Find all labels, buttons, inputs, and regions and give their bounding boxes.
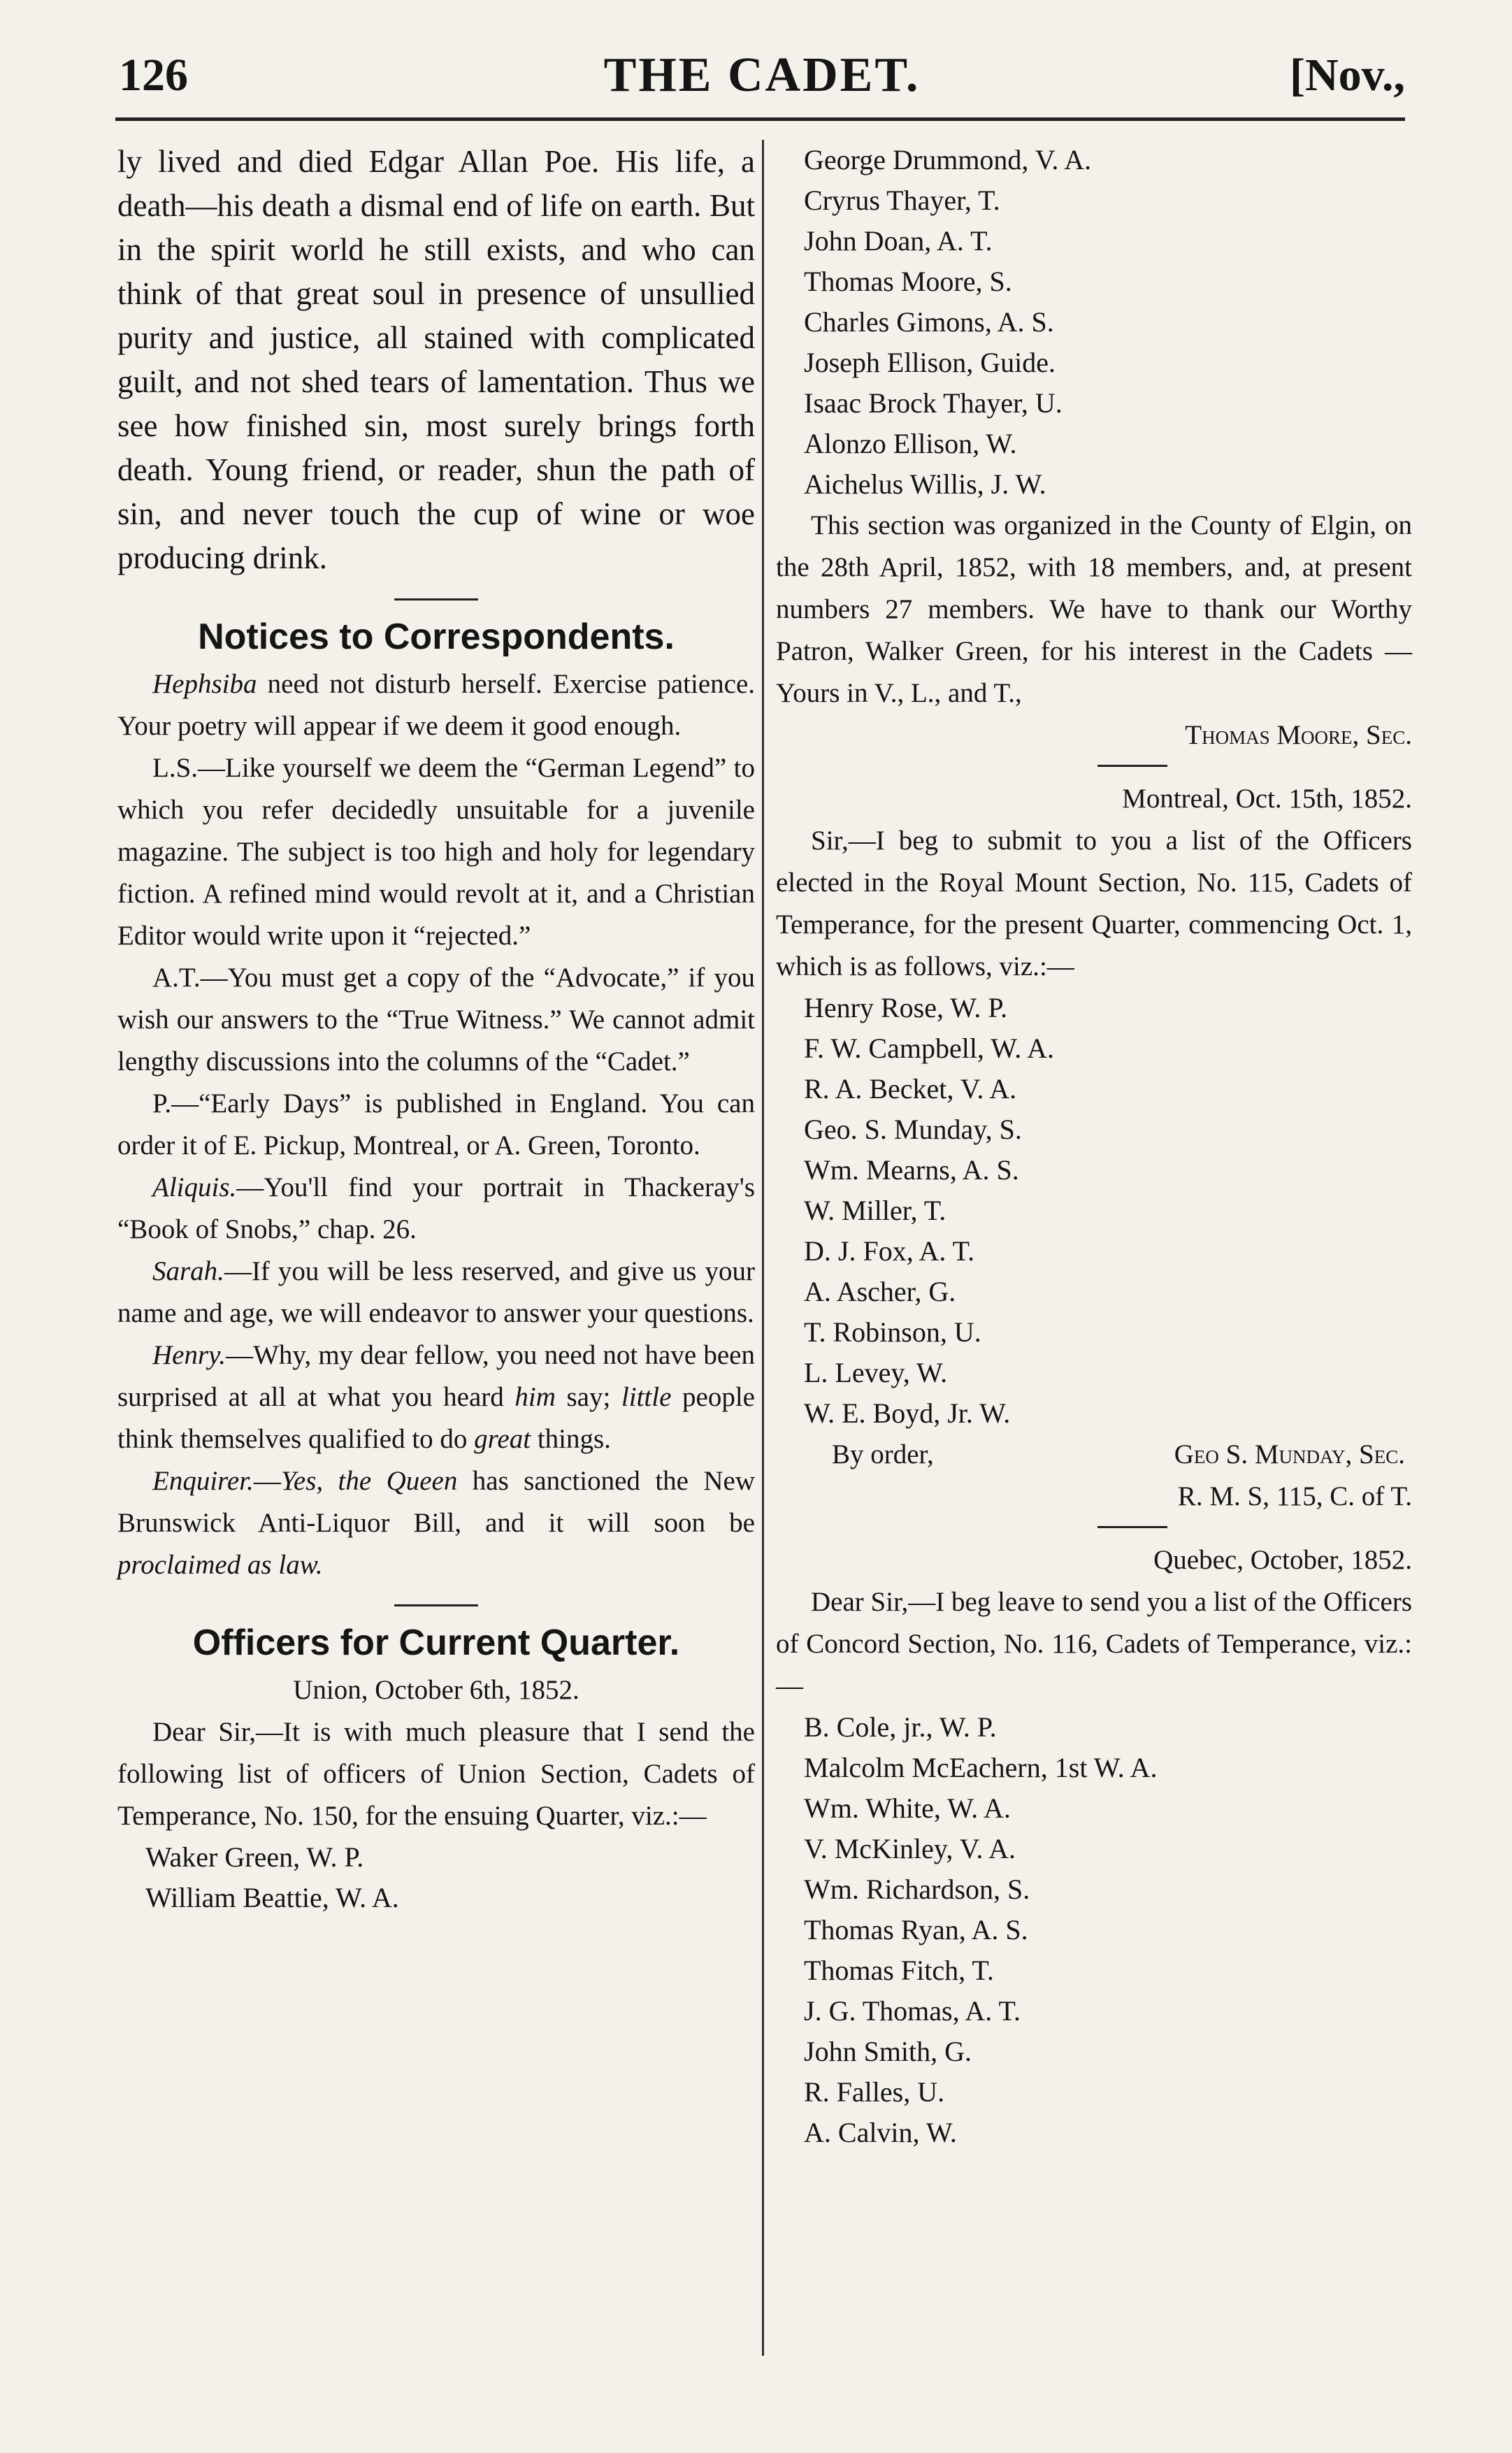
list-item: John Doan, A. T. xyxy=(804,225,993,257)
list-item: R. Falles, U. xyxy=(804,2076,945,2108)
list-item: B. Cole, jr., W. P. xyxy=(804,1711,997,1743)
quebec-dateline: Quebec, October, 1852. xyxy=(1153,1545,1412,1575)
notice-name: Enquirer. xyxy=(152,1466,254,1496)
section-divider xyxy=(394,1604,478,1606)
section-divider xyxy=(1097,1526,1167,1528)
notice-text: need not disturb herself. Exercise patience. Your poetry will appear if we deem it good enough. xyxy=(117,669,755,741)
notice-text: —You must get a copy of the “Advocate,” if you wish our answers to the “True Witness.” We cannot admit lengthy discussions into the columns of the “Cadet.” xyxy=(117,963,755,1077)
page-number: 126 xyxy=(119,50,188,101)
page-header xyxy=(119,42,1405,105)
notice-item xyxy=(117,747,755,957)
list-item: W. E. Boyd, Jr. W. xyxy=(804,1397,1011,1429)
notice-item xyxy=(117,663,755,747)
union-signature: Thomas Moore, Sec. xyxy=(1185,720,1412,750)
notice-name: L.S. xyxy=(152,753,199,783)
montreal-signature-section: R. M. S, 115, C. of T. xyxy=(1177,1481,1412,1511)
union-note: This section was organized in the County of Elgin, on the 28th April, 1852, with 18 members, and, at present numbers 27 members. We have to thank our Worthy Patron, Walker Green, for his interest in the Cadets — Yours in V., L., and T., xyxy=(776,510,1412,708)
list-item: Wm. White, W. A. xyxy=(804,1792,1011,1824)
list-item: Thomas Ryan, A. S. xyxy=(804,1914,1028,1945)
list-item: Thomas Moore, S. xyxy=(804,266,1012,297)
column-divider xyxy=(762,140,764,2356)
list-item: Joseph Ellison, Guide. xyxy=(804,347,1056,378)
union-intro: Dear Sir,—It is with much pleasure that I send the following list of officers of Union Section, Cadets of Temperance, No. 150, for the ensuing Quarter, viz.:— xyxy=(117,1717,755,1831)
list-item: Isaac Brock Thayer, U. xyxy=(804,387,1063,419)
montreal-officer-list xyxy=(776,988,1412,1434)
list-item: Malcolm McEachern, 1st W. A. xyxy=(804,1752,1158,1783)
notice-name: Aliquis. xyxy=(152,1172,237,1202)
list-item: George Drummond, V. A. xyxy=(804,144,1092,175)
list-item: Thomas Fitch, T. xyxy=(804,1955,994,1986)
list-item: Henry Rose, W. P. xyxy=(804,992,1008,1023)
union-dateline: Union, October 6th, 1852. xyxy=(293,1675,579,1705)
list-item: D. J. Fox, A. T. xyxy=(804,1235,975,1267)
list-item: R. A. Becket, V. A. xyxy=(804,1073,1017,1105)
notice-name: P. xyxy=(152,1088,172,1118)
notice-name: Henry. xyxy=(152,1340,226,1370)
right-column xyxy=(776,140,1412,2153)
montreal-signature: Geo S. Munday, Sec. xyxy=(1174,1439,1405,1469)
list-item: John Smith, G. xyxy=(804,2036,972,2067)
header-rule xyxy=(115,117,1405,121)
list-item: W. Miller, T. xyxy=(804,1195,946,1226)
list-item: F. W. Campbell, W. A. xyxy=(804,1033,1054,1064)
list-item: Geo. S. Munday, S. xyxy=(804,1114,1022,1145)
officers-heading: Officers for Current Quarter. xyxy=(192,1623,680,1663)
article-ending: ly lived and died Edgar Allan Poe. His life, a death—his death a dismal end of life on earth. But in the spirit world he still exists, and who can think of that great soul in presence of unsullied purity and justice, all stained with complicated guilt, and not shed tears of lamentation. Thus we see how finished sin, most surely brings forth death. Young friend, or reader, shun the path of sin, and never touch the cup of wine or woe producing drink. xyxy=(117,144,755,575)
notices-heading: Notices to Correspondents. xyxy=(198,617,675,657)
notice-text: —You'll find your portrait in Thackeray's “Book of Snobs,” chap. 26. xyxy=(117,1172,755,1244)
running-month: [Nov., xyxy=(1290,50,1405,101)
list-item: Alonzo Ellison, W. xyxy=(804,428,1017,459)
list-item: T. Robinson, U. xyxy=(804,1316,981,1348)
list-item: Wm. Richardson, S. xyxy=(804,1873,1030,1905)
section-divider xyxy=(394,598,478,600)
list-item: Charles Gimons, A. S. xyxy=(804,306,1054,338)
notice-name: Sarah. xyxy=(152,1256,224,1286)
notice-item xyxy=(117,957,755,1083)
notice-text: —Like yourself we deem the “German Legend” to which you refer decidedly unsuitable for a juvenile magazine. The subject is too high and holy for legendary fiction. A refined mind would revolt at it, and a Christian Editor would write upon it “rejected.” xyxy=(117,753,755,951)
union-officer-list xyxy=(117,1837,755,1918)
list-item: Cryrus Thayer, T. xyxy=(804,185,1000,216)
left-column xyxy=(117,140,755,1918)
list-item: A. Calvin, W. xyxy=(804,2117,957,2148)
list-item: Wm. Mearns, A. S. xyxy=(804,1154,1019,1186)
notice-item: Enquirer.—Yes, the Queen has sanctioned the New Brunswick Anti-Liquor Bill, and it will soon be proclaimed as law. xyxy=(117,1466,755,1580)
running-title: THE CADET. xyxy=(603,48,921,102)
list-item: A. Ascher, G. xyxy=(804,1276,956,1307)
quebec-intro: Dear Sir,—I beg leave to send you a list of the Officers of Concord Section, No. 116, Cadets of Temperance, viz.:— xyxy=(776,1587,1412,1701)
notice-item xyxy=(117,1167,755,1251)
list-item: Waker Green, W. P. xyxy=(145,1841,364,1873)
section-divider xyxy=(1097,765,1167,767)
notice-text: —“Early Days” is published in England. You can order it of E. Pickup, Montreal, or A. Green, Toronto. xyxy=(117,1088,755,1160)
list-item: J. G. Thomas, A. T. xyxy=(804,1995,1021,2027)
notice-item xyxy=(117,1083,755,1167)
by-order: By order, xyxy=(832,1439,934,1469)
notice-name: Hephsiba xyxy=(152,669,257,699)
list-item: L. Levey, W. xyxy=(804,1357,948,1388)
notice-name: A.T. xyxy=(152,963,201,993)
list-item: William Beattie, W. A. xyxy=(145,1882,399,1913)
notice-text: —If you will be less reserved, and give us your name and age, we will endeavor to answer your questions. xyxy=(117,1256,755,1328)
montreal-dateline: Montreal, Oct. 15th, 1852. xyxy=(1122,784,1412,814)
notice-item: Henry.—Why, my dear fellow, you need not have been surprised at all at what you heard him say; little people think themselves qualified to do great things. xyxy=(117,1340,755,1454)
list-item: Aichelus Willis, J. W. xyxy=(804,468,1046,500)
list-item: V. McKinley, V. A. xyxy=(804,1833,1016,1864)
quebec-officer-list xyxy=(776,1707,1412,2153)
union-officer-list-continued xyxy=(776,140,1412,505)
montreal-intro: Sir,—I beg to submit to you a list of the Officers elected in the Royal Mount Section, No. 115, Cadets of Temperance, for the present Quarter, commencing Oct. 1, which is as follows, viz.:— xyxy=(776,826,1412,981)
montreal-signature-line xyxy=(776,1434,1412,1476)
notice-item xyxy=(117,1251,755,1335)
